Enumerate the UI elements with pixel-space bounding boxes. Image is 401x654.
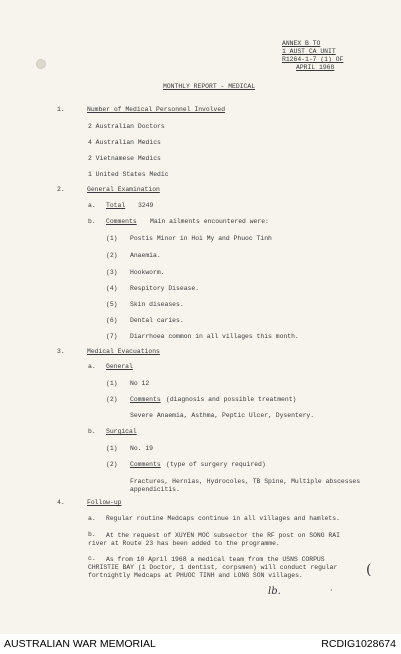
item-number: (1)	[106, 445, 118, 452]
comments-text: (diagnosis and possible treatment)	[166, 396, 297, 403]
item-number: (2)	[106, 396, 118, 403]
follow-up-b-text: At the request of XUYEN MOC subsector the RF post on SONG RAI river at Route 23 has been added to the programme.	[88, 532, 340, 547]
comments-label: Comments	[106, 218, 137, 225]
ailment-text: Diarrhoea common in all villages this month.	[130, 333, 299, 340]
annex-line-4: APRIL 1968	[296, 64, 335, 71]
general-count: No 12	[130, 380, 150, 387]
surgical-count: No. 19	[130, 445, 154, 452]
label-c: c.	[88, 555, 96, 562]
follow-up-c-text: As from 10 April 1968 a medical team from the USNS CORPUS CHRISTIE BAY (1 Doctor, 1 dentist, corpsmen) will conduct regular fortnightly Medcaps at PHUOC TINH and LONG SON villages.	[88, 556, 338, 579]
label-b: b.	[88, 428, 96, 435]
page-title: MONTHLY REPORT - MEDICAL	[163, 83, 256, 90]
total-label: Total	[106, 202, 126, 209]
punch-hole	[36, 59, 46, 69]
handwritten-mark: ·	[330, 586, 333, 595]
section-3-heading: Medical Evacuations	[87, 348, 160, 355]
follow-up-a-text: Regular routine Medcaps continue in all villages and hamlets.	[106, 515, 340, 522]
archive-footer	[0, 634, 401, 654]
comments-label: Comments	[130, 461, 161, 468]
ailment-text: Skin diseases.	[130, 301, 184, 308]
footer-institution: AUSTRALIAN WAR MEMORIAL	[4, 638, 156, 650]
section-2-heading: General Examination	[87, 186, 160, 193]
annex-line-2: 1 AUST CA UNIT	[282, 48, 336, 55]
label-b: b.	[88, 531, 96, 538]
annex-line-3: R1264-1-7 (1) OF	[282, 56, 344, 63]
ailment-number: (1)	[106, 235, 118, 242]
label-a: a.	[88, 363, 96, 370]
ailment-number: (2)	[106, 252, 118, 259]
comments-detail: Fractures, Hernias, Hydrocoles, TB Spine, Multiple abscesses appendicitis.	[130, 478, 361, 493]
ailment-number: (6)	[106, 317, 118, 324]
section-3-number: 3.	[57, 348, 65, 355]
section-2-number: 2.	[57, 186, 65, 193]
handwritten-mark: (	[366, 562, 372, 578]
section-1-heading: Number of Medical Personnel Involved	[87, 106, 226, 113]
section-4-number: 4.	[57, 499, 65, 506]
item-number: (1)	[106, 380, 118, 387]
comments-label: Comments	[130, 396, 161, 403]
ailment-number: (3)	[106, 269, 118, 276]
ailment-text: Respitory Disease.	[130, 285, 200, 292]
label-a: a.	[88, 515, 96, 522]
item-number: (2)	[106, 461, 118, 468]
surgical-label: Surgical	[106, 428, 137, 435]
ailment-number: (4)	[106, 285, 118, 292]
section-4-heading: Follow-up	[87, 499, 122, 506]
label-b: b.	[88, 218, 96, 225]
footer-record-id: RCDIG1028674	[321, 638, 396, 650]
general-label: General	[106, 363, 133, 370]
list-item: 2 Vietnamese Medics	[88, 155, 161, 162]
ailment-text: Dental caries.	[130, 317, 184, 324]
list-item: 4 Australian Medics	[88, 139, 161, 146]
list-item: 2 Australian Doctors	[88, 123, 165, 130]
section-1-number: 1.	[57, 106, 65, 113]
ailment-number: (7)	[106, 333, 118, 340]
ailment-text: Postis Minor in Hoi My and Phuoc Tinh	[130, 235, 272, 242]
comments-text: Main ailments encountered were:	[150, 218, 269, 225]
handwritten-initials: lb.	[268, 586, 281, 597]
comments-text: (type of surgery required)	[166, 461, 266, 468]
label-a: a.	[88, 202, 96, 209]
list-item: 1 United States Medic	[88, 171, 169, 178]
comments-detail: Severe Anaemia, Asthma, Peptic Ulcer, Dysentery.	[130, 412, 315, 419]
ailment-number: (5)	[106, 301, 118, 308]
total-value: 3249	[138, 202, 154, 209]
ailment-text: Anaemia.	[130, 252, 161, 259]
annex-line-1: ANNEX B TO	[282, 40, 321, 47]
ailment-text: Hookworm.	[130, 269, 165, 276]
